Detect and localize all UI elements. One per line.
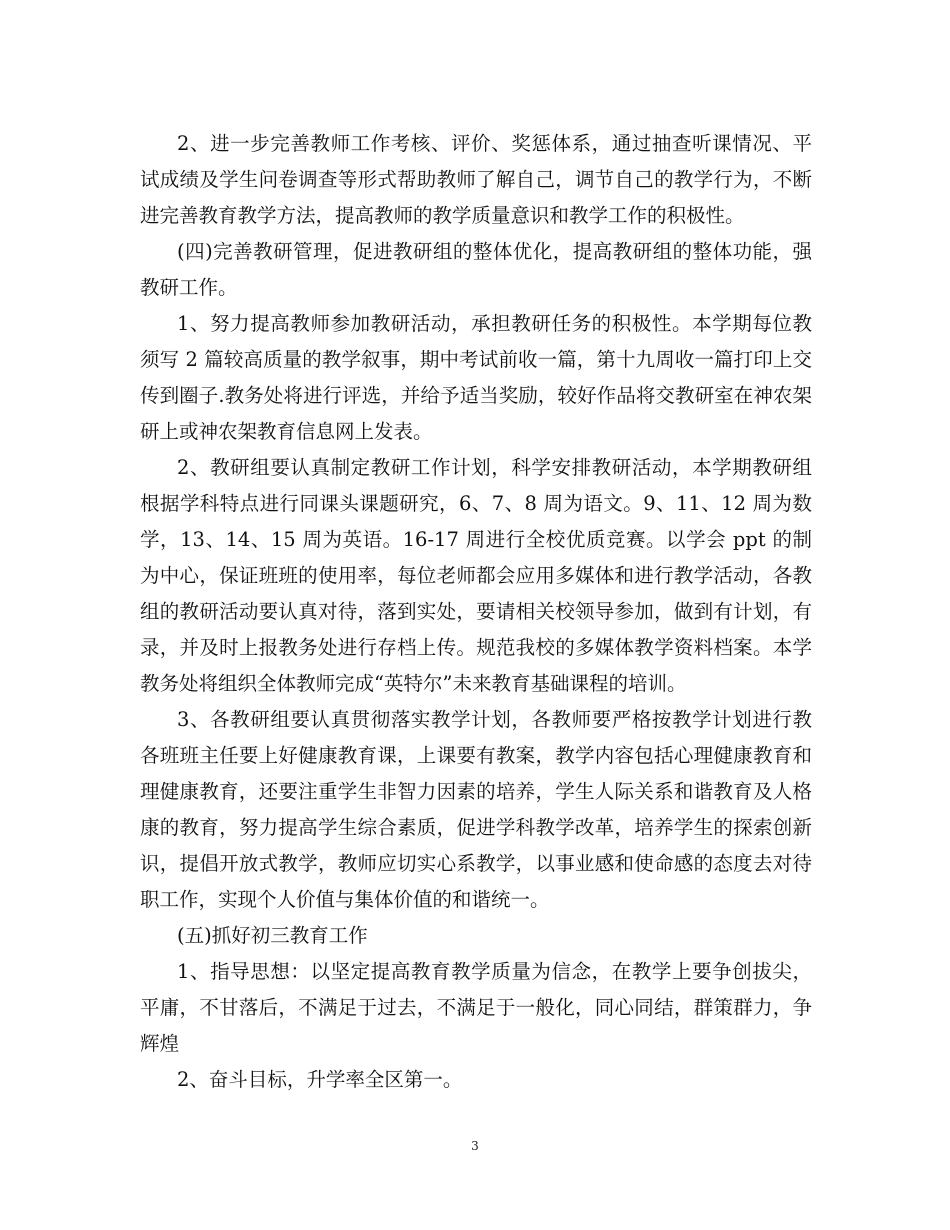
text-line: 2、奋斗目标，升学率全区第一。: [177, 1068, 463, 1091]
text-line: 职工作，实现个人价值与集体价值的和谐统一。: [140, 888, 550, 911]
document-body: [140, 126, 812, 1098]
text-line: 为中心，保证班班的使用率，每位老师都会应用多媒体和进行教学活动，各教: [140, 564, 812, 587]
text-line: 各班班主任要上好健康教育课，上课要有教案，教学内容包括心理健康教育和: [140, 744, 812, 767]
text-line: 1、指导思想：以坚定提高教育教学质量为信念，在教学上要争创拔尖，: [177, 960, 812, 983]
page-number: 3: [471, 1139, 479, 1153]
text-line: 平庸，不甘落后，不满足于过去，不满足于一般化，同心同结，群策群力，争: [140, 996, 812, 1019]
text-line: 2、进一步完善教师工作考核、评价、奖惩体系，通过抽查听课情况、平: [177, 132, 812, 155]
text-line: 识，提倡开放式教学，教师应切实心系教学，以事业感和使命感的态度去对待: [140, 852, 812, 875]
section-heading-5: (五)抓好初三教育工作: [177, 924, 368, 947]
section-heading-4: (四)完善教研管理，促进教研组的整体优化，提高教研组的整体功能，强: [177, 240, 812, 263]
text-line: 进完善教育教学方法，提高教师的教学质量意识和教学工作的积极性。: [140, 204, 745, 227]
text-line: 试成绩及学生问卷调查等形式帮助教师了解自己，调节自己的教学行为，不断: [140, 168, 812, 191]
text-line: 组的教研活动要认真对待，落到实处，要请相关校领导参加，做到有计划，有: [140, 600, 812, 623]
text-line: 学，13、14、15 周为英语。16-17 周进行全校优质竞赛。以学会 ppt 的制: [140, 528, 812, 551]
text-line: 2、教研组要认真制定教研工作计划，科学安排教研活动，本学期教研组: [177, 456, 812, 479]
text-line: 须写 2 篇较高质量的教学叙事，期中考试前收一篇，第十九周收一篇打印上交: [140, 348, 812, 371]
text-line: 教研工作。: [140, 276, 238, 299]
text-line: 3、各教研组要认真贯彻落实教学计划，各教师要严格按教学计划进行教: [177, 708, 812, 731]
text-line: 教务处将组织全体教师完成“英特尔”未来教育基础课程的培训。: [140, 672, 687, 695]
text-line: 根据学科特点进行同课头课题研究，6、7、8 周为语文。9、11、12 周为数: [140, 492, 812, 515]
text-line: 研上或神农架教育信息网上发表。: [140, 420, 433, 443]
text-line: 辉煌: [140, 1032, 180, 1055]
text-line: 康的教育，努力提高学生综合素质，促进学科教学改革，培养学生的探索创新: [140, 816, 812, 839]
text-line: 录，并及时上报教务处进行存档上传。规范我校的多媒体教学资料档案。本学: [140, 636, 812, 659]
text-line: 传到圈子.教务处将进行评选，并给予适当奖励，较好作品将交教研室在神农架: [140, 384, 812, 407]
text-line: 1、努力提高教师参加教研活动，承担教研任务的积极性。本学期每位教: [177, 312, 812, 335]
text-line: 理健康教育，还要注重学生非智力因素的培养，学生人际关系和谐教育及人格: [140, 780, 812, 803]
